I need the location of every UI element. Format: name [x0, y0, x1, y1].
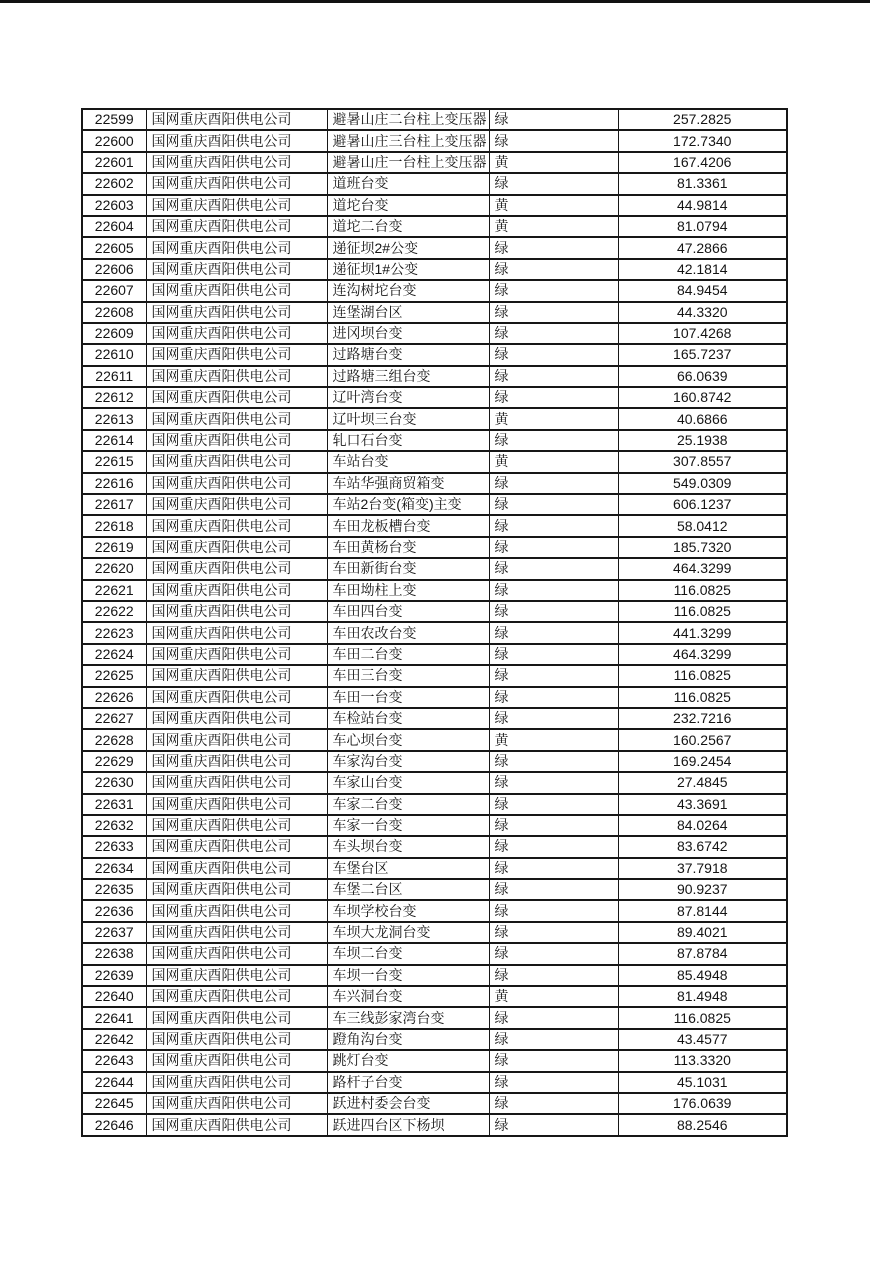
cell-status: 绿 [489, 1093, 618, 1114]
cell-company: 国网重庆酉阳供电公司 [146, 494, 327, 515]
table-row [82, 173, 787, 194]
cell-company: 国网重庆酉阳供电公司 [146, 430, 327, 451]
cell-station: 道坨台变 [327, 195, 489, 216]
cell-station: 车三线彭家湾台变 [327, 1007, 489, 1028]
cell-station: 过路塘三组台变 [327, 366, 489, 387]
table-row [82, 494, 787, 515]
cell-value: 116.0825 [618, 665, 787, 686]
cell-id: 22603 [82, 195, 146, 216]
cell-status: 绿 [489, 323, 618, 344]
table-row [82, 387, 787, 408]
cell-station: 车家沟台变 [327, 751, 489, 772]
cell-status: 绿 [489, 130, 618, 151]
cell-status: 绿 [489, 366, 618, 387]
cell-value: 307.8557 [618, 451, 787, 472]
cell-status: 绿 [489, 858, 618, 879]
cell-id: 22641 [82, 1007, 146, 1028]
table-row [82, 130, 787, 151]
cell-company: 国网重庆酉阳供电公司 [146, 216, 327, 237]
cell-value: 81.3361 [618, 173, 787, 194]
cell-value: 116.0825 [618, 1007, 787, 1028]
cell-status: 绿 [489, 430, 618, 451]
cell-id: 22626 [82, 687, 146, 708]
table-body [82, 109, 787, 1136]
cell-value: 116.0825 [618, 601, 787, 622]
cell-station: 车坝大龙洞台变 [327, 922, 489, 943]
cell-status: 绿 [489, 344, 618, 365]
cell-company: 国网重庆酉阳供电公司 [146, 965, 327, 986]
cell-id: 22611 [82, 366, 146, 387]
cell-id: 22628 [82, 729, 146, 750]
cell-station: 车站2台变(箱变)主变 [327, 494, 489, 515]
table-row [82, 644, 787, 665]
cell-id: 22624 [82, 644, 146, 665]
cell-id: 22636 [82, 900, 146, 921]
cell-status: 绿 [489, 751, 618, 772]
cell-station: 车坝二台变 [327, 943, 489, 964]
cell-status: 绿 [489, 387, 618, 408]
cell-status: 绿 [489, 580, 618, 601]
cell-value: 464.3299 [618, 644, 787, 665]
cell-value: 185.7320 [618, 537, 787, 558]
cell-station: 车田四台变 [327, 601, 489, 622]
cell-company: 国网重庆酉阳供电公司 [146, 237, 327, 258]
cell-status: 绿 [489, 708, 618, 729]
cell-station: 辽叶湾台变 [327, 387, 489, 408]
cell-station: 轧口石台变 [327, 430, 489, 451]
cell-status: 绿 [489, 772, 618, 793]
cell-status: 绿 [489, 109, 618, 130]
cell-company: 国网重庆酉阳供电公司 [146, 815, 327, 836]
table-row [82, 259, 787, 280]
cell-station: 车田二台变 [327, 644, 489, 665]
cell-value: 107.4268 [618, 323, 787, 344]
cell-status: 绿 [489, 687, 618, 708]
cell-company: 国网重庆酉阳供电公司 [146, 451, 327, 472]
table-row [82, 665, 787, 686]
cell-id: 22640 [82, 986, 146, 1007]
cell-status: 绿 [489, 922, 618, 943]
table-row [82, 815, 787, 836]
cell-company: 国网重庆酉阳供电公司 [146, 858, 327, 879]
cell-company: 国网重庆酉阳供电公司 [146, 1007, 327, 1028]
cell-id: 22635 [82, 879, 146, 900]
table-row [82, 1029, 787, 1050]
cell-company: 国网重庆酉阳供电公司 [146, 729, 327, 750]
table-row [82, 366, 787, 387]
cell-status: 绿 [489, 1050, 618, 1071]
cell-value: 88.2546 [618, 1114, 787, 1135]
table-row [82, 965, 787, 986]
cell-station: 避暑山庄二台柱上变压器 [327, 109, 489, 130]
cell-company: 国网重庆酉阳供电公司 [146, 687, 327, 708]
cell-station: 辽叶坝三台变 [327, 408, 489, 429]
cell-station: 避暑山庄一台柱上变压器 [327, 152, 489, 173]
table-row [82, 772, 787, 793]
cell-id: 22646 [82, 1114, 146, 1135]
cell-value: 606.1237 [618, 494, 787, 515]
cell-station: 连堡湖台区 [327, 302, 489, 323]
cell-station: 车站台变 [327, 451, 489, 472]
table-row [82, 687, 787, 708]
cell-status: 绿 [489, 537, 618, 558]
cell-id: 22619 [82, 537, 146, 558]
cell-id: 22632 [82, 815, 146, 836]
cell-status: 绿 [489, 1029, 618, 1050]
cell-id: 22642 [82, 1029, 146, 1050]
cell-id: 22625 [82, 665, 146, 686]
cell-status: 绿 [489, 473, 618, 494]
cell-value: 85.4948 [618, 965, 787, 986]
table-row [82, 879, 787, 900]
cell-company: 国网重庆酉阳供电公司 [146, 900, 327, 921]
transformer-data-table [81, 108, 788, 1137]
cell-value: 81.4948 [618, 986, 787, 1007]
cell-company: 国网重庆酉阳供电公司 [146, 537, 327, 558]
cell-value: 441.3299 [618, 622, 787, 643]
cell-company: 国网重庆酉阳供电公司 [146, 473, 327, 494]
page-top-rule [0, 0, 870, 3]
cell-value: 549.0309 [618, 473, 787, 494]
cell-id: 22616 [82, 473, 146, 494]
table-row [82, 729, 787, 750]
cell-status: 黄 [489, 451, 618, 472]
table-row [82, 237, 787, 258]
cell-id: 22608 [82, 302, 146, 323]
cell-value: 89.4021 [618, 922, 787, 943]
cell-value: 66.0639 [618, 366, 787, 387]
cell-company: 国网重庆酉阳供电公司 [146, 344, 327, 365]
cell-status: 绿 [489, 644, 618, 665]
cell-value: 464.3299 [618, 558, 787, 579]
cell-id: 22631 [82, 794, 146, 815]
table-row [82, 323, 787, 344]
cell-id: 22617 [82, 494, 146, 515]
cell-id: 22633 [82, 836, 146, 857]
cell-station: 路杆子台变 [327, 1072, 489, 1093]
cell-station: 车检站台变 [327, 708, 489, 729]
cell-value: 42.1814 [618, 259, 787, 280]
cell-status: 绿 [489, 1072, 618, 1093]
cell-id: 22618 [82, 515, 146, 536]
cell-value: 160.2567 [618, 729, 787, 750]
cell-station: 车坝一台变 [327, 965, 489, 986]
cell-company: 国网重庆酉阳供电公司 [146, 323, 327, 344]
cell-id: 22634 [82, 858, 146, 879]
cell-company: 国网重庆酉阳供电公司 [146, 794, 327, 815]
cell-station: 车家一台变 [327, 815, 489, 836]
table-row [82, 430, 787, 451]
cell-id: 22609 [82, 323, 146, 344]
cell-station: 车堡二台区 [327, 879, 489, 900]
cell-station: 过路塘台变 [327, 344, 489, 365]
cell-value: 44.9814 [618, 195, 787, 216]
table-row [82, 216, 787, 237]
cell-company: 国网重庆酉阳供电公司 [146, 986, 327, 1007]
cell-id: 22621 [82, 580, 146, 601]
cell-station: 蹬角沟台变 [327, 1029, 489, 1050]
cell-value: 160.8742 [618, 387, 787, 408]
cell-status: 绿 [489, 515, 618, 536]
cell-company: 国网重庆酉阳供电公司 [146, 109, 327, 130]
cell-station: 车家山台变 [327, 772, 489, 793]
cell-id: 22605 [82, 237, 146, 258]
cell-company: 国网重庆酉阳供电公司 [146, 195, 327, 216]
cell-value: 90.9237 [618, 879, 787, 900]
cell-company: 国网重庆酉阳供电公司 [146, 836, 327, 857]
cell-value: 113.3320 [618, 1050, 787, 1071]
cell-status: 绿 [489, 237, 618, 258]
cell-id: 22629 [82, 751, 146, 772]
cell-id: 22607 [82, 280, 146, 301]
cell-id: 22644 [82, 1072, 146, 1093]
cell-company: 国网重庆酉阳供电公司 [146, 408, 327, 429]
cell-company: 国网重庆酉阳供电公司 [146, 665, 327, 686]
cell-status: 绿 [489, 1007, 618, 1028]
cell-status: 绿 [489, 259, 618, 280]
cell-value: 84.0264 [618, 815, 787, 836]
cell-id: 22645 [82, 1093, 146, 1114]
cell-status: 绿 [489, 1114, 618, 1135]
cell-id: 22614 [82, 430, 146, 451]
cell-station: 车田黄杨台变 [327, 537, 489, 558]
cell-status: 绿 [489, 836, 618, 857]
cell-id: 22622 [82, 601, 146, 622]
cell-station: 连沟树坨台变 [327, 280, 489, 301]
table-row [82, 302, 787, 323]
table-row [82, 622, 787, 643]
cell-company: 国网重庆酉阳供电公司 [146, 387, 327, 408]
cell-company: 国网重庆酉阳供电公司 [146, 622, 327, 643]
cell-station: 进冈坝台变 [327, 323, 489, 344]
cell-value: 257.2825 [618, 109, 787, 130]
cell-company: 国网重庆酉阳供电公司 [146, 580, 327, 601]
cell-status: 黄 [489, 195, 618, 216]
cell-status: 绿 [489, 794, 618, 815]
cell-status: 绿 [489, 622, 618, 643]
cell-status: 绿 [489, 943, 618, 964]
cell-value: 43.4577 [618, 1029, 787, 1050]
table-row [82, 152, 787, 173]
table-row [82, 1007, 787, 1028]
cell-station: 跳灯台变 [327, 1050, 489, 1071]
table-row [82, 1093, 787, 1114]
cell-company: 国网重庆酉阳供电公司 [146, 943, 327, 964]
table-row [82, 1114, 787, 1135]
cell-station: 道班台变 [327, 173, 489, 194]
cell-value: 84.9454 [618, 280, 787, 301]
table-row [82, 280, 787, 301]
cell-status: 绿 [489, 280, 618, 301]
cell-station: 车田三台变 [327, 665, 489, 686]
cell-id: 22612 [82, 387, 146, 408]
cell-company: 国网重庆酉阳供电公司 [146, 173, 327, 194]
cell-company: 国网重庆酉阳供电公司 [146, 152, 327, 173]
cell-company: 国网重庆酉阳供电公司 [146, 366, 327, 387]
cell-company: 国网重庆酉阳供电公司 [146, 1050, 327, 1071]
table-row [82, 195, 787, 216]
table-row [82, 537, 787, 558]
cell-company: 国网重庆酉阳供电公司 [146, 644, 327, 665]
cell-station: 车田农改台变 [327, 622, 489, 643]
cell-company: 国网重庆酉阳供电公司 [146, 280, 327, 301]
cell-value: 83.6742 [618, 836, 787, 857]
cell-status: 黄 [489, 729, 618, 750]
table-row [82, 515, 787, 536]
cell-station: 跃进村委会台变 [327, 1093, 489, 1114]
cell-station: 车家二台变 [327, 794, 489, 815]
cell-company: 国网重庆酉阳供电公司 [146, 708, 327, 729]
cell-value: 169.2454 [618, 751, 787, 772]
table-row [82, 943, 787, 964]
cell-id: 22606 [82, 259, 146, 280]
cell-status: 绿 [489, 665, 618, 686]
table-row [82, 836, 787, 857]
cell-status: 黄 [489, 408, 618, 429]
cell-status: 绿 [489, 173, 618, 194]
cell-company: 国网重庆酉阳供电公司 [146, 558, 327, 579]
cell-status: 绿 [489, 965, 618, 986]
cell-status: 黄 [489, 216, 618, 237]
table-row [82, 408, 787, 429]
cell-id: 22615 [82, 451, 146, 472]
cell-status: 黄 [489, 152, 618, 173]
table-row [82, 794, 787, 815]
cell-id: 22601 [82, 152, 146, 173]
cell-id: 22620 [82, 558, 146, 579]
cell-value: 43.3691 [618, 794, 787, 815]
cell-status: 绿 [489, 815, 618, 836]
cell-id: 22637 [82, 922, 146, 943]
cell-status: 黄 [489, 986, 618, 1007]
cell-value: 47.2866 [618, 237, 787, 258]
cell-value: 87.8144 [618, 900, 787, 921]
cell-value: 45.1031 [618, 1072, 787, 1093]
cell-company: 国网重庆酉阳供电公司 [146, 1072, 327, 1093]
cell-station: 车坝学校台变 [327, 900, 489, 921]
cell-id: 22613 [82, 408, 146, 429]
cell-value: 37.7918 [618, 858, 787, 879]
cell-value: 116.0825 [618, 580, 787, 601]
cell-station: 车田一台变 [327, 687, 489, 708]
cell-company: 国网重庆酉阳供电公司 [146, 879, 327, 900]
cell-company: 国网重庆酉阳供电公司 [146, 130, 327, 151]
cell-id: 22599 [82, 109, 146, 130]
cell-company: 国网重庆酉阳供电公司 [146, 922, 327, 943]
cell-company: 国网重庆酉阳供电公司 [146, 259, 327, 280]
cell-company: 国网重庆酉阳供电公司 [146, 751, 327, 772]
cell-id: 22630 [82, 772, 146, 793]
cell-station: 避暑山庄三台柱上变压器 [327, 130, 489, 151]
table-row [82, 986, 787, 1007]
cell-company: 国网重庆酉阳供电公司 [146, 1029, 327, 1050]
cell-id: 22623 [82, 622, 146, 643]
table-row [82, 1050, 787, 1071]
cell-company: 国网重庆酉阳供电公司 [146, 515, 327, 536]
table-row [82, 900, 787, 921]
cell-station: 车田新街台变 [327, 558, 489, 579]
table-row [82, 580, 787, 601]
cell-id: 22604 [82, 216, 146, 237]
cell-status: 绿 [489, 302, 618, 323]
cell-status: 绿 [489, 900, 618, 921]
cell-station: 道坨二台变 [327, 216, 489, 237]
cell-company: 国网重庆酉阳供电公司 [146, 1114, 327, 1135]
cell-id: 22600 [82, 130, 146, 151]
cell-station: 跃进四台区下杨坝 [327, 1114, 489, 1135]
cell-value: 44.3320 [618, 302, 787, 323]
table-row [82, 344, 787, 365]
table-row [82, 451, 787, 472]
cell-value: 40.6866 [618, 408, 787, 429]
cell-station: 车田坳柱上变 [327, 580, 489, 601]
cell-value: 232.7216 [618, 708, 787, 729]
cell-id: 22627 [82, 708, 146, 729]
table-row [82, 558, 787, 579]
cell-status: 绿 [489, 494, 618, 515]
cell-company: 国网重庆酉阳供电公司 [146, 302, 327, 323]
cell-station: 车头坝台变 [327, 836, 489, 857]
cell-station: 车堡台区 [327, 858, 489, 879]
table-row [82, 1072, 787, 1093]
cell-value: 167.4206 [618, 152, 787, 173]
cell-value: 87.8784 [618, 943, 787, 964]
table-row [82, 922, 787, 943]
cell-id: 22638 [82, 943, 146, 964]
table-row [82, 109, 787, 130]
cell-value: 165.7237 [618, 344, 787, 365]
table-row [82, 601, 787, 622]
cell-value: 172.7340 [618, 130, 787, 151]
cell-station: 车心坝台变 [327, 729, 489, 750]
cell-station: 车田龙板槽台变 [327, 515, 489, 536]
cell-value: 116.0825 [618, 687, 787, 708]
cell-station: 车兴洞台变 [327, 986, 489, 1007]
cell-station: 递征坝2#公变 [327, 237, 489, 258]
cell-company: 国网重庆酉阳供电公司 [146, 1093, 327, 1114]
cell-status: 绿 [489, 879, 618, 900]
cell-id: 22639 [82, 965, 146, 986]
cell-value: 176.0639 [618, 1093, 787, 1114]
cell-id: 22602 [82, 173, 146, 194]
cell-company: 国网重庆酉阳供电公司 [146, 772, 327, 793]
cell-station: 车站华强商贸箱变 [327, 473, 489, 494]
cell-station: 递征坝1#公变 [327, 259, 489, 280]
cell-value: 81.0794 [618, 216, 787, 237]
cell-value: 58.0412 [618, 515, 787, 536]
cell-id: 22643 [82, 1050, 146, 1071]
cell-value: 25.1938 [618, 430, 787, 451]
cell-value: 27.4845 [618, 772, 787, 793]
table-row [82, 473, 787, 494]
cell-status: 绿 [489, 558, 618, 579]
table-row [82, 858, 787, 879]
cell-id: 22610 [82, 344, 146, 365]
table-row [82, 751, 787, 772]
cell-company: 国网重庆酉阳供电公司 [146, 601, 327, 622]
cell-status: 绿 [489, 601, 618, 622]
table-row [82, 708, 787, 729]
